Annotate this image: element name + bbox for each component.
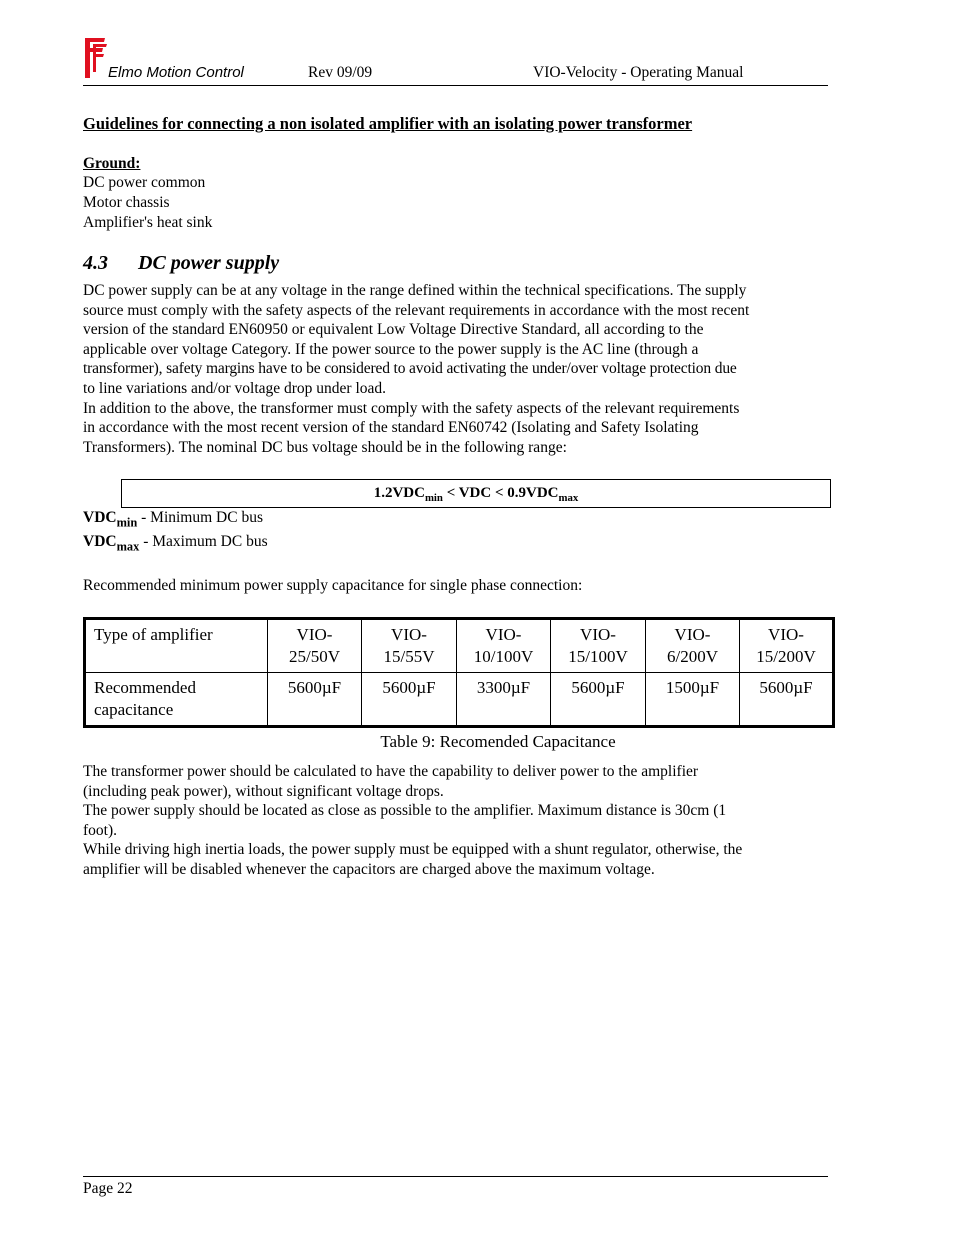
paragraph-line: version of the standard EN60950 or equivalent Low Voltage Directive Standard, all according to the <box>83 321 704 339</box>
definition-term: VDC <box>83 509 117 526</box>
header-rev: Rev 09/09 <box>308 64 373 81</box>
definition-vdc-max <box>83 532 268 552</box>
model-cell: VIO- 25/50V <box>268 619 362 673</box>
definition-term: VDC <box>83 533 117 550</box>
capacitance-cell: 5600µF <box>362 673 457 727</box>
table-intro: Recommended minimum power supply capacitance for single phase connection: <box>83 577 583 594</box>
model-cell: VIO- 15/200V <box>740 619 834 673</box>
elmo-logo-icon <box>83 36 109 80</box>
header-company: Elmo Motion Control <box>108 64 244 81</box>
model-cell: VIO- 6/200V <box>646 619 740 673</box>
page-number: Page 22 <box>83 1180 133 1197</box>
formula-box <box>121 479 831 508</box>
table-row <box>85 673 834 727</box>
paragraph-line: foot). <box>83 821 118 839</box>
section-paragraph <box>83 281 833 457</box>
capacitance-cell: 5600µF <box>740 673 834 727</box>
paragraph-line: The transformer power should be calculated to have the capability to deliver power to the amplifier <box>83 763 699 780</box>
paragraph-line: applicable over voltage Category. If the power source to the power supply is the AC line (through a <box>83 340 699 358</box>
row-header-type: Type of amplifier <box>85 619 268 673</box>
definition-sub: max <box>116 539 140 554</box>
paragraph-line: transformer), safety margins have to be considered to avoid activating the under/over voltage protection due <box>83 360 737 378</box>
section-title: DC power supply <box>138 252 280 274</box>
paragraph-line: The power supply should be located as close as possible to the amplifier. Maximum distance is 30cm (1 <box>83 802 727 820</box>
capacitance-cell: 3300µF <box>457 673 551 727</box>
header-rule <box>83 85 828 86</box>
paragraph-line: source must comply with the safety aspects of the relevant requirements in accordance with the most recent <box>83 301 750 319</box>
closing-paragraph <box>83 762 833 880</box>
guidelines-heading: Guidelines for connecting a non isolated amplifier with an isolating power transformer <box>83 114 693 133</box>
header <box>0 0 954 90</box>
capacitance-cell: 1500µF <box>646 673 740 727</box>
paragraph-line: to line variations and/or voltage drop under load. <box>83 379 387 397</box>
definition-vdc-min <box>83 508 263 528</box>
table-caption: Table 9: Recomended Capacitance <box>380 732 616 751</box>
paragraph-line: (including peak power), without significant voltage drops. <box>83 782 444 800</box>
definition-desc: - Minimum DC bus <box>137 509 263 526</box>
row-header-capacitance: Recommended capacitance <box>85 673 268 727</box>
ground-item: Amplifier's heat sink <box>83 214 213 231</box>
paragraph-line: While driving high inertia loads, the power supply must be equipped with a shunt regulator, otherwise, the <box>83 841 743 859</box>
header-title: VIO-Velocity - Operating Manual <box>533 64 744 81</box>
definition-desc: - Maximum DC bus <box>139 533 268 550</box>
formula-part1: 1.2VDC <box>373 485 425 501</box>
ground-label: Ground: <box>83 155 141 172</box>
capacitance-cell: 5600µF <box>551 673 646 727</box>
footer-rule <box>83 1176 828 1177</box>
paragraph-line: amplifier will be disabled whenever the capacitors are charged above the maximum voltage. <box>83 860 655 878</box>
formula-sub-max: max <box>558 491 579 504</box>
formula-part2: < VDC < 0.9VDC <box>442 485 559 501</box>
model-cell: VIO- 15/55V <box>362 619 457 673</box>
paragraph-line: In addition to the above, the transformer must comply with the safety aspects of the relevant requirements <box>83 399 740 417</box>
model-cell: VIO- 15/100V <box>551 619 646 673</box>
paragraph-line: Transformers). The nominal DC bus voltage should be in the following range: <box>83 438 567 456</box>
section-number: 4.3 <box>83 252 108 274</box>
ground-item: Motor chassis <box>83 194 170 211</box>
capacitance-table <box>83 617 835 728</box>
formula-sub-min: min <box>424 491 443 504</box>
definition-sub: min <box>116 515 138 530</box>
paragraph-line: DC power supply can be at any voltage in the range defined within the technical specifications. The supply <box>83 282 747 299</box>
capacitance-cell: 5600µF <box>268 673 362 727</box>
model-cell: VIO- 10/100V <box>457 619 551 673</box>
ground-item: DC power common <box>83 174 206 191</box>
table-row <box>85 619 834 673</box>
paragraph-line: in accordance with the most recent version of the standard EN60742 (Isolating and Safety Isolating <box>83 419 699 437</box>
